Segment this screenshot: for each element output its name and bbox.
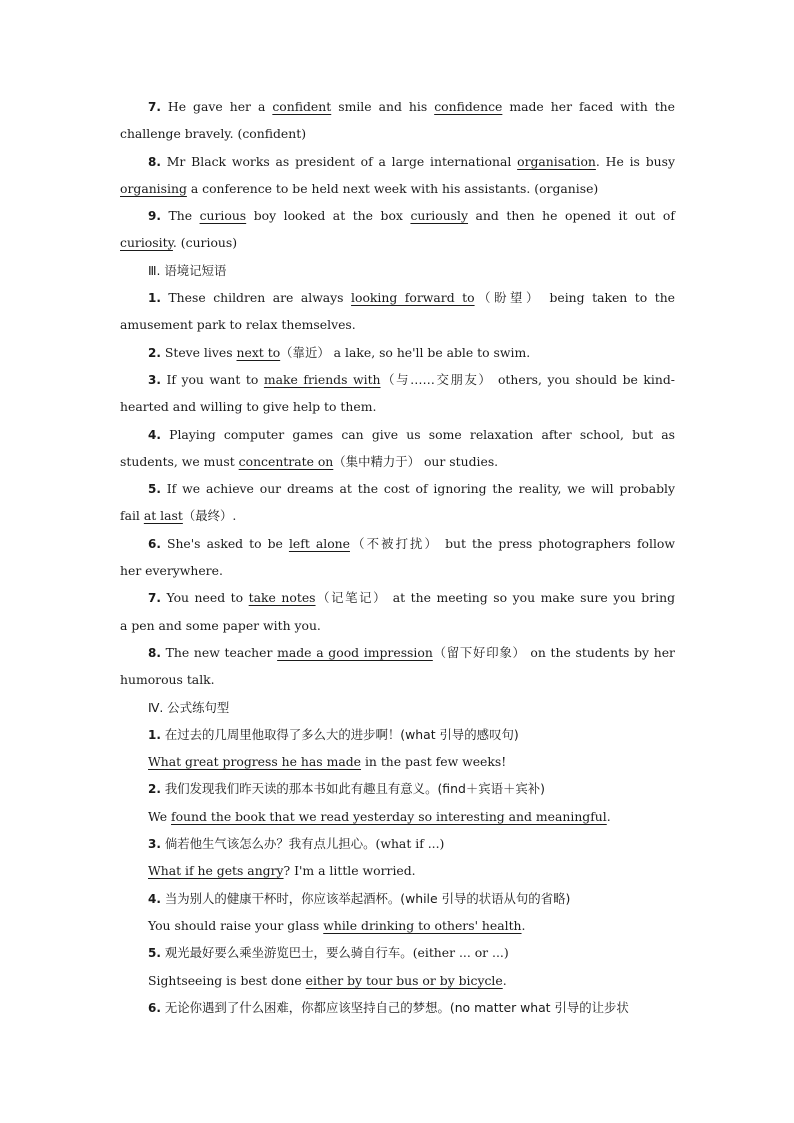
answer-blank: either by tour bus or by bicycle xyxy=(305,972,503,988)
item-number: 8. xyxy=(148,154,161,169)
item-number: 7. xyxy=(148,100,161,114)
answer-blank: What if he gets angry xyxy=(148,863,284,879)
s3-item-1-line1: 1. These children are always looking forward to（盼望） being taken to the xyxy=(148,290,676,306)
answer-blank: curiosity xyxy=(120,235,173,251)
answer-blank: confident xyxy=(272,99,332,114)
s3-item-4-line2: students, we must concentrate on（集中精力于） our studies. xyxy=(120,453,499,469)
s3-item-7-line2: a pen and some paper with you. xyxy=(120,617,321,633)
answer-blank: curiously xyxy=(410,208,469,224)
answer-blank: left alone xyxy=(288,535,350,551)
section-3-title: Ⅲ. 语境记短语 xyxy=(148,262,227,278)
answer-blank: curious xyxy=(199,208,247,224)
s3-item-6-line2: her everywhere. xyxy=(120,563,223,579)
s3-item-4-line1: 4. Playing computer games can give us some relaxation after school, but as xyxy=(148,426,675,442)
answer-blank: at last xyxy=(143,508,183,524)
s2-item-7-line2: challenge bravely. (confident) xyxy=(120,126,307,142)
s3-item-5-line2: fail at last（最终）. xyxy=(120,508,237,524)
s3-item-2: 2. Steve lives next to（靠近） a lake, so he'll be able to swim. xyxy=(148,344,531,360)
s4-item-6-prompt: 6. 无论你遇到了什么困难，你都应该坚持自己的梦想。(no matter what 引导的让步状 xyxy=(148,999,629,1015)
s3-item-6-line1: 6. She's asked to be left alone（不被打扰） but the press photographers follow xyxy=(148,535,675,551)
s3-item-7-line1: 7. You need to take notes（记笔记） at the meeting so you make sure you bring xyxy=(148,590,676,606)
answer-blank: while drinking to others' health xyxy=(323,917,522,933)
answer-blank: What great progress he has made xyxy=(148,754,361,770)
s2-item-9-line2: curiosity. (curious) xyxy=(120,235,238,251)
s2-item-8-line1: 8. Mr Black works as president of a large international organisation. He is busy xyxy=(148,153,675,169)
s3-item-1-line2: amusement park to relax themselves. xyxy=(120,317,356,333)
s3-item-8-line2: humorous talk. xyxy=(120,672,215,688)
item-number: 9. xyxy=(148,209,161,224)
s4-item-3-answer: What if he gets angry? I'm a little worried. xyxy=(148,863,416,879)
answer-blank: confidence xyxy=(434,99,503,114)
answer-blank: found the book that we read yesterday so interesting and meaningful xyxy=(171,808,607,824)
s4-item-1-prompt: 1. 在过去的几周里他取得了多么大的进步啊！(what 引导的感叹句) xyxy=(148,726,519,742)
s3-item-5-line1: 5. If we achieve our dreams at the cost of ignoring the reality, we will probably xyxy=(148,481,675,497)
s4-item-1-answer: What great progress he has made in the past few weeks! xyxy=(148,754,507,770)
answer-blank: next to xyxy=(236,344,281,360)
s4-item-5-answer: Sightseeing is best done either by tour bus or by bicycle. xyxy=(148,972,507,988)
s4-item-2-prompt: 2. 我们发现我们昨天读的那本书如此有趣且有意义。(find＋宾语＋宾补) xyxy=(148,781,546,797)
s3-item-8-line1: 8. The new teacher made a good impression（留下好印象） on the students by her xyxy=(148,644,675,660)
s3-item-3-line1: 3. If you want to make friends with（与……交朋友） others, you should be kind- xyxy=(148,371,675,387)
answer-blank: made a good impression xyxy=(277,644,433,660)
exercise-content xyxy=(120,93,675,1021)
section-4-title: Ⅳ. 公式练句型 xyxy=(148,699,230,715)
s2-item-7-line1: 7. He gave her a confident smile and his confidence made her faced with the xyxy=(148,99,675,114)
answer-blank: looking forward to xyxy=(351,290,475,306)
s4-item-2-answer: We found the book that we read yesterday so interesting and meaningful. xyxy=(148,808,611,824)
s2-item-8-line2: organising a conference to be held next week with his assistants. (organise) xyxy=(120,180,599,196)
answer-blank: make friends with xyxy=(263,371,381,387)
s4-item-3-prompt: 3. 倘若他生气该怎么办？我有点儿担心。(what if ...) xyxy=(148,836,445,852)
s4-item-5-prompt: 5. 观光最好要么乘坐游览巴士，要么骑自行车。(either ... or ...) xyxy=(148,945,509,961)
answer-blank: organising xyxy=(120,180,187,196)
answer-blank: take notes xyxy=(248,590,316,606)
s4-item-4-answer: You should raise your glass while drinking to others' health. xyxy=(148,917,526,933)
s4-item-4-prompt: 4. 当为别人的健康干杯时，你应该举起酒杯。(while 引导的状语从句的省略) xyxy=(148,890,571,906)
answer-blank: concentrate on xyxy=(238,453,334,469)
answer-blank: organisation xyxy=(517,153,596,169)
s2-item-9-line1: 9. The curious boy looked at the box curiously and then he opened it out of xyxy=(148,208,675,224)
s3-item-3-line2: hearted and willing to give help to them. xyxy=(120,399,377,415)
